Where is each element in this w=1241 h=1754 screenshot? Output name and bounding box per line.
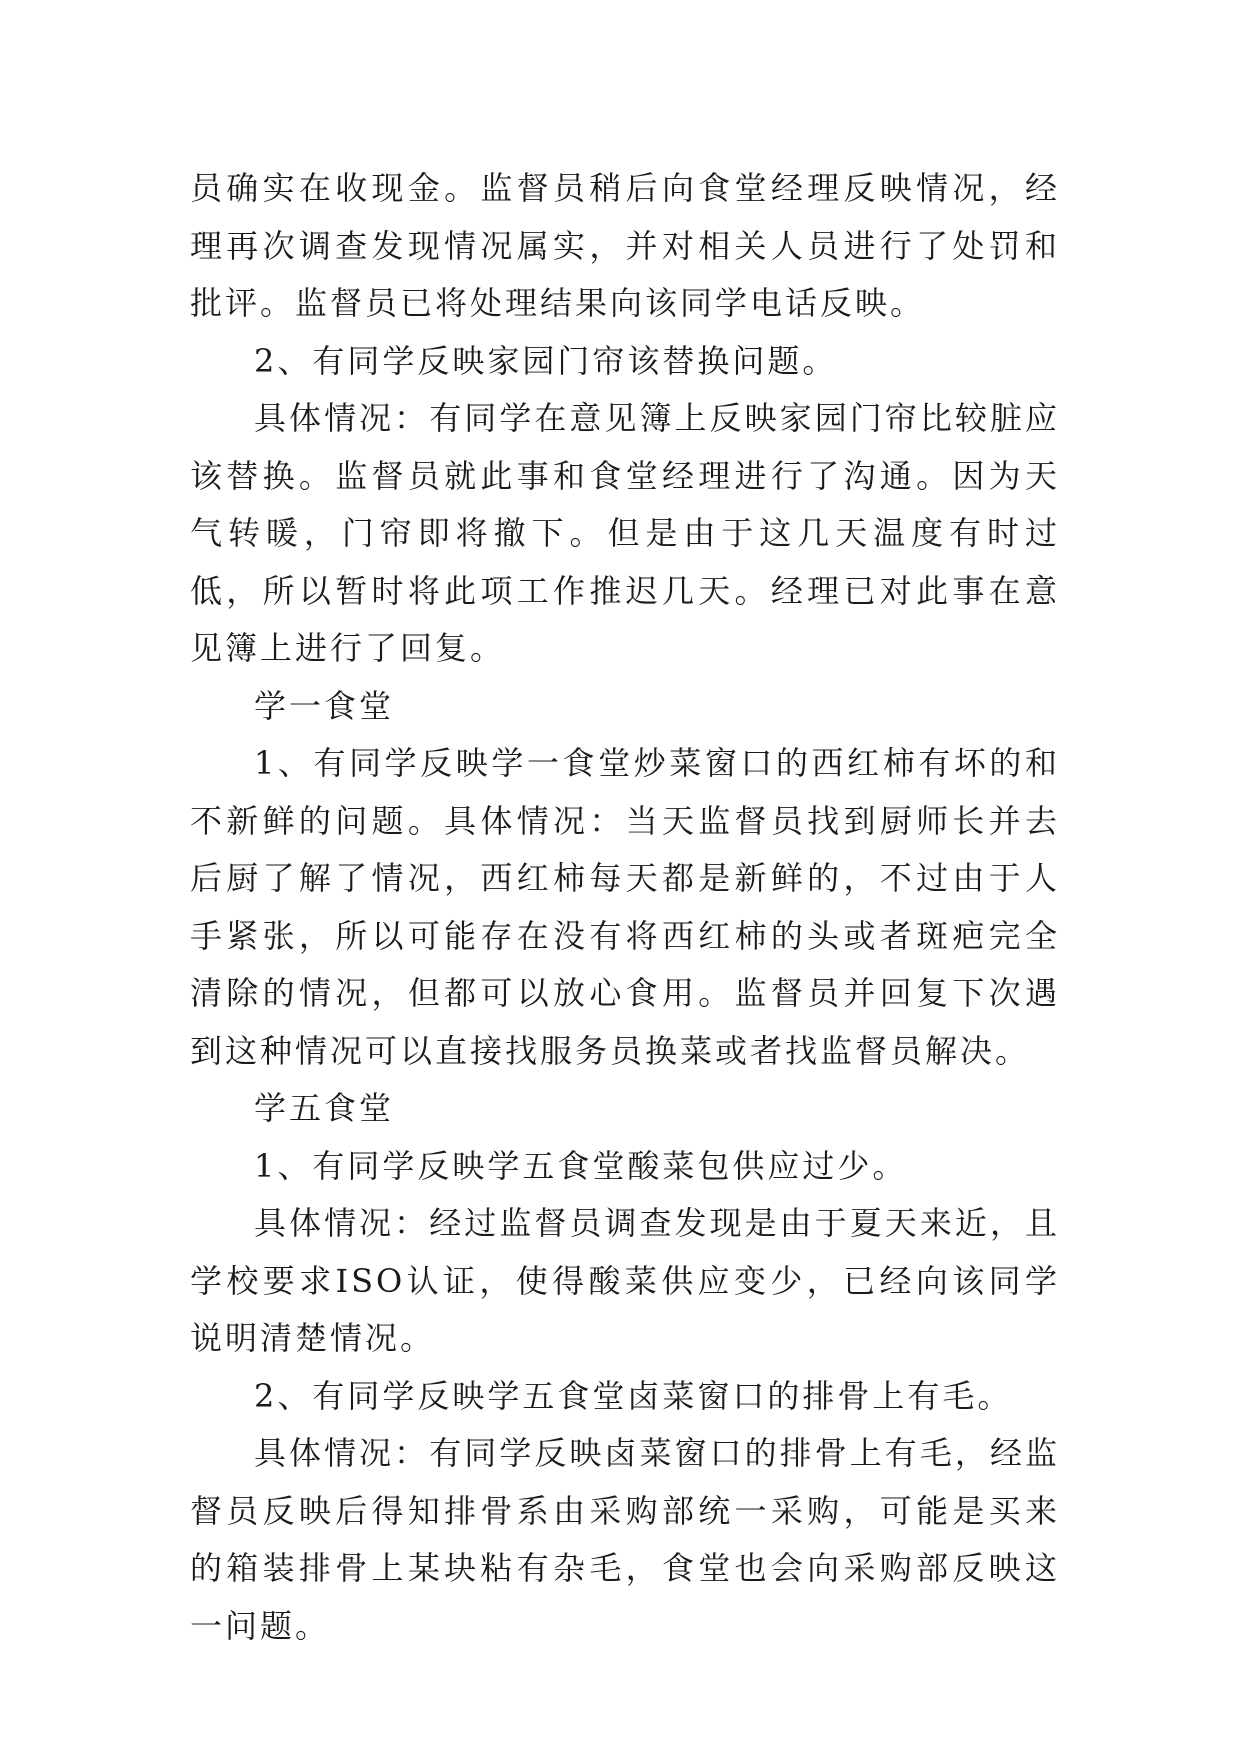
- paragraph-details: 具体情况：有同学反映卤菜窗口的排骨上有毛，经监督员反映后得知排骨系由采购部统一采购，可能是买来的箱装排骨上某块粘有杂毛，食堂也会向采购部反映这一问题。: [190, 1434, 1060, 1645]
- paragraph-details: 具体情况：有同学在意见簿上反映家园门帘比较脏应该替换。监督员就此事和食堂经理进行了沟通。因为天气转暖，门帘即将撤下。但是由于这几天温度有时过低，所以暂时将此项工作推迟几天。经理已对此事在意见簿上进行了回复。: [190, 399, 1060, 667]
- paragraph-item-details: 1、有同学反映学一食堂炒菜窗口的西红柿有坏的和不新鲜的问题。具体情况：当天监督员找到厨师长并去后厨了解了情况，西红柿每天都是新鲜的，不过由于人手紧张，所以可能存在没有将西红柿的头或者斑疤完全清除的情况，但都可以放心食用。监督员并回复下次遇到这种情况可以直接找服务员换菜或者找监督员解决。: [190, 744, 1060, 1070]
- paragraph-continued: 员确实在收现金。监督员稍后向食堂经理反映情况，经理再次调查发现情况属实，并对相关人员进行了处罚和批评。监督员已将处理结果向该同学电话反映。: [190, 169, 1060, 322]
- section-heading: 学五食堂: [254, 1089, 395, 1127]
- document-body: [190, 160, 1060, 1655]
- paragraph-item-heading: 2、有同学反映学五食堂卤菜窗口的排骨上有毛。: [254, 1376, 1013, 1415]
- section-heading: 学一食堂: [254, 686, 395, 725]
- paragraph-item-heading: 2、有同学反映家园门帘该替换问题。: [254, 341, 838, 380]
- paragraph-details: 具体情况：经过监督员调查发现是由于夏天来近，且学校要求ISO认证，使得酸菜供应变少，已经向该同学说明清楚情况。: [190, 1204, 1060, 1357]
- paragraph-item-heading: 1、有同学反映学五食堂酸菜包供应过少。: [254, 1146, 908, 1185]
